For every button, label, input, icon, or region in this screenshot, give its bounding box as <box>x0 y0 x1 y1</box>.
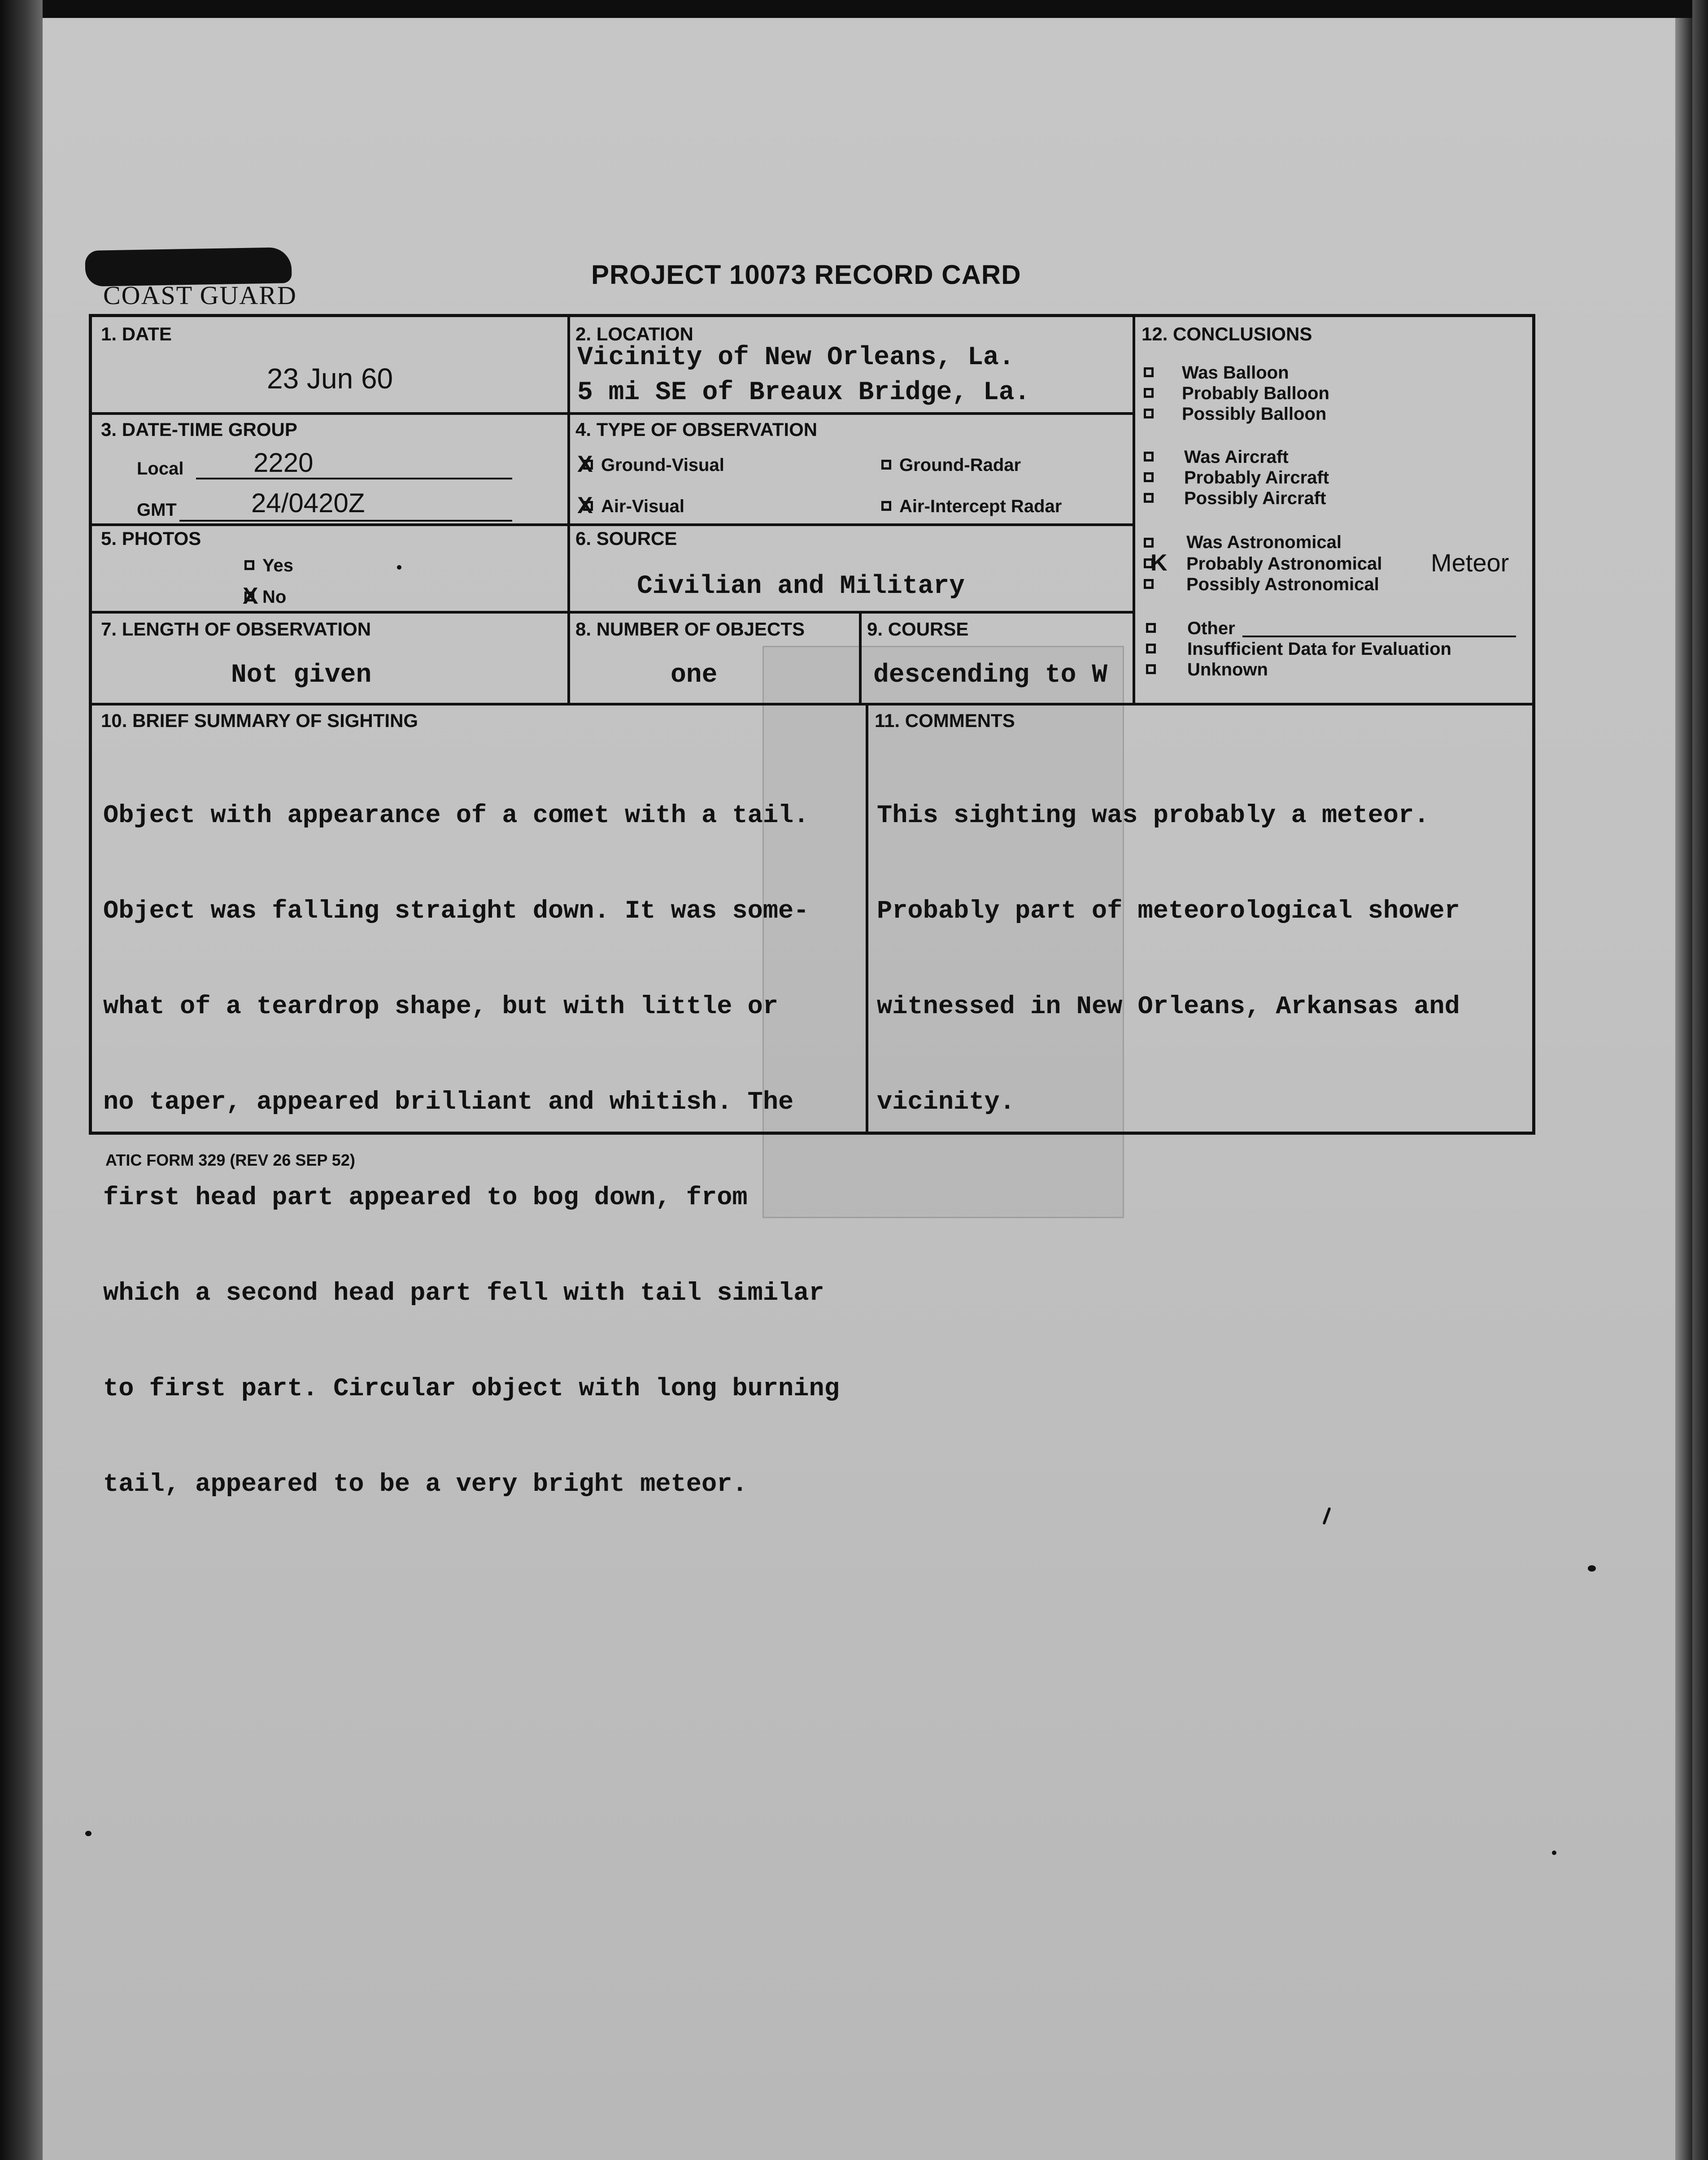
objects-value: one <box>671 661 718 690</box>
probably-aircraft-checkbox[interactable] <box>1144 472 1154 482</box>
scan-speck <box>397 565 401 570</box>
comments-line: Probably part of meteorological shower <box>877 897 1460 926</box>
probably-balloon-label: Probably Balloon <box>1182 383 1329 403</box>
photos-no-label: No <box>262 587 287 607</box>
local-label: Local <box>137 459 184 479</box>
possibly-aircraft-label: Possibly Aircraft <box>1184 488 1326 508</box>
unknown-label: Unknown <box>1187 660 1268 679</box>
was-aircraft-label: Was Aircraft <box>1184 447 1289 467</box>
scan-speck <box>1552 1851 1556 1855</box>
local-value: 2220 <box>253 448 314 478</box>
source-value: Civilian and Military <box>637 572 965 601</box>
was-astronomical-checkbox[interactable] <box>1144 538 1154 548</box>
ground-radar-label: Ground-Radar <box>899 455 1021 475</box>
page-right-edge <box>1675 18 1692 2160</box>
scan-speck <box>85 1831 92 1836</box>
photos-yes-checkbox[interactable] <box>244 560 254 570</box>
gmt-value: 24/0420Z <box>251 488 365 518</box>
location-label: 2. LOCATION <box>575 323 693 344</box>
film-top-border <box>0 0 1708 18</box>
comments-line: This sighting was probably a meteor. <box>877 801 1429 830</box>
x-mark: X <box>577 451 593 477</box>
probably-astronomical-label: Probably Astronomical <box>1186 554 1382 574</box>
divider <box>92 412 1133 415</box>
summary-text <box>103 736 840 1564</box>
possibly-astronomical-label: Possibly Astronomical <box>1186 575 1379 594</box>
divider <box>92 703 1534 705</box>
observation-type-label: 4. TYPE OF OBSERVATION <box>575 419 818 440</box>
possibly-aircraft-checkbox[interactable] <box>1144 493 1154 503</box>
comments-text <box>877 736 1460 1182</box>
location-line-2: 5 mi SE of Breaux Bridge, La. <box>577 378 1030 407</box>
summary-line: Object was falling straight down. It was some- <box>103 897 809 926</box>
film-right-border <box>1692 0 1708 2160</box>
photos-yes-label: Yes <box>262 556 293 575</box>
date-label: 1. DATE <box>101 323 172 344</box>
objects-label: 8. NUMBER OF OBJECTS <box>575 618 805 640</box>
scan-speck <box>1588 1565 1596 1572</box>
date-value: 23 Jun 60 <box>267 362 393 395</box>
possibly-balloon-checkbox[interactable] <box>1144 409 1154 418</box>
insufficient-data-checkbox[interactable] <box>1146 644 1156 653</box>
other-underline <box>1242 636 1516 637</box>
divider <box>1133 317 1135 705</box>
ground-radar-checkbox[interactable] <box>881 460 891 470</box>
gmt-label: GMT <box>137 500 177 520</box>
film-left-border <box>0 0 43 2160</box>
possibly-balloon-label: Possibly Balloon <box>1182 404 1327 424</box>
comments-line: vicinity. <box>877 1088 1015 1117</box>
divider <box>567 317 570 703</box>
air-visual-label: Air-Visual <box>601 496 684 516</box>
probably-balloon-checkbox[interactable] <box>1144 388 1154 398</box>
comments-label: 11. COMMENTS <box>875 710 1015 731</box>
x-mark: K <box>1150 550 1168 576</box>
divider <box>866 703 868 1135</box>
summary-line: first head part appeared to bog down, from <box>103 1184 748 1212</box>
gmt-underline <box>179 520 512 522</box>
source-label: 6. SOURCE <box>575 528 677 549</box>
was-aircraft-checkbox[interactable] <box>1144 452 1154 462</box>
summary-line: tail, appeared to be a very bright meteor. <box>103 1470 748 1499</box>
air-intercept-radar-checkbox[interactable] <box>881 501 891 511</box>
unknown-checkbox[interactable] <box>1146 664 1156 674</box>
ground-visual-label: Ground-Visual <box>601 455 724 475</box>
comments-line: witnessed in New Orleans, Arkansas and <box>877 993 1460 1021</box>
possibly-astronomical-checkbox[interactable] <box>1144 579 1154 589</box>
insufficient-data-label: Insufficient Data for Evaluation <box>1187 639 1451 659</box>
course-value: descending to W <box>873 661 1108 690</box>
summary-line: no taper, appeared brilliant and whitish. The <box>103 1088 794 1117</box>
x-mark: X <box>243 583 258 609</box>
course-label: 9. COURSE <box>867 618 969 640</box>
dtg-label: 3. DATE-TIME GROUP <box>101 419 297 440</box>
length-value: Not given <box>231 661 372 690</box>
photos-label: 5. PHOTOS <box>101 528 201 549</box>
summary-label: 10. BRIEF SUMMARY OF SIGHTING <box>101 710 418 731</box>
other-checkbox[interactable] <box>1146 623 1156 633</box>
summary-line: Object with appearance of a comet with a tail. <box>103 801 809 830</box>
air-intercept-radar-label: Air-Intercept Radar <box>899 496 1062 516</box>
summary-line: what of a teardrop shape, but with little or <box>103 993 779 1021</box>
divider <box>92 611 1133 614</box>
divider <box>92 523 1133 526</box>
probably-aircraft-label: Probably Aircraft <box>1184 468 1329 488</box>
x-mark: X <box>577 492 593 518</box>
summary-line: to first part. Circular object with long burning <box>103 1375 840 1403</box>
location-line-1: Vicinity of New Orleans, La. <box>577 343 1015 372</box>
conclusions-label: 12. CONCLUSIONS <box>1142 323 1312 344</box>
form-title: PROJECT 10073 RECORD CARD <box>591 260 1021 290</box>
was-balloon-label: Was Balloon <box>1182 363 1289 383</box>
summary-line: which a second head part fell with tail similar <box>103 1279 824 1308</box>
divider <box>859 611 862 703</box>
local-underline <box>196 478 512 479</box>
other-label: Other <box>1187 618 1235 638</box>
was-balloon-checkbox[interactable] <box>1144 367 1154 377</box>
was-astronomical-label: Was Astronomical <box>1186 532 1342 552</box>
meteor-annotation: Meteor <box>1431 549 1509 577</box>
agency-label: COAST GUARD <box>103 281 297 310</box>
length-label: 7. LENGTH OF OBSERVATION <box>101 618 371 640</box>
form-identifier: ATIC FORM 329 (REV 26 SEP 52) <box>105 1151 355 1169</box>
